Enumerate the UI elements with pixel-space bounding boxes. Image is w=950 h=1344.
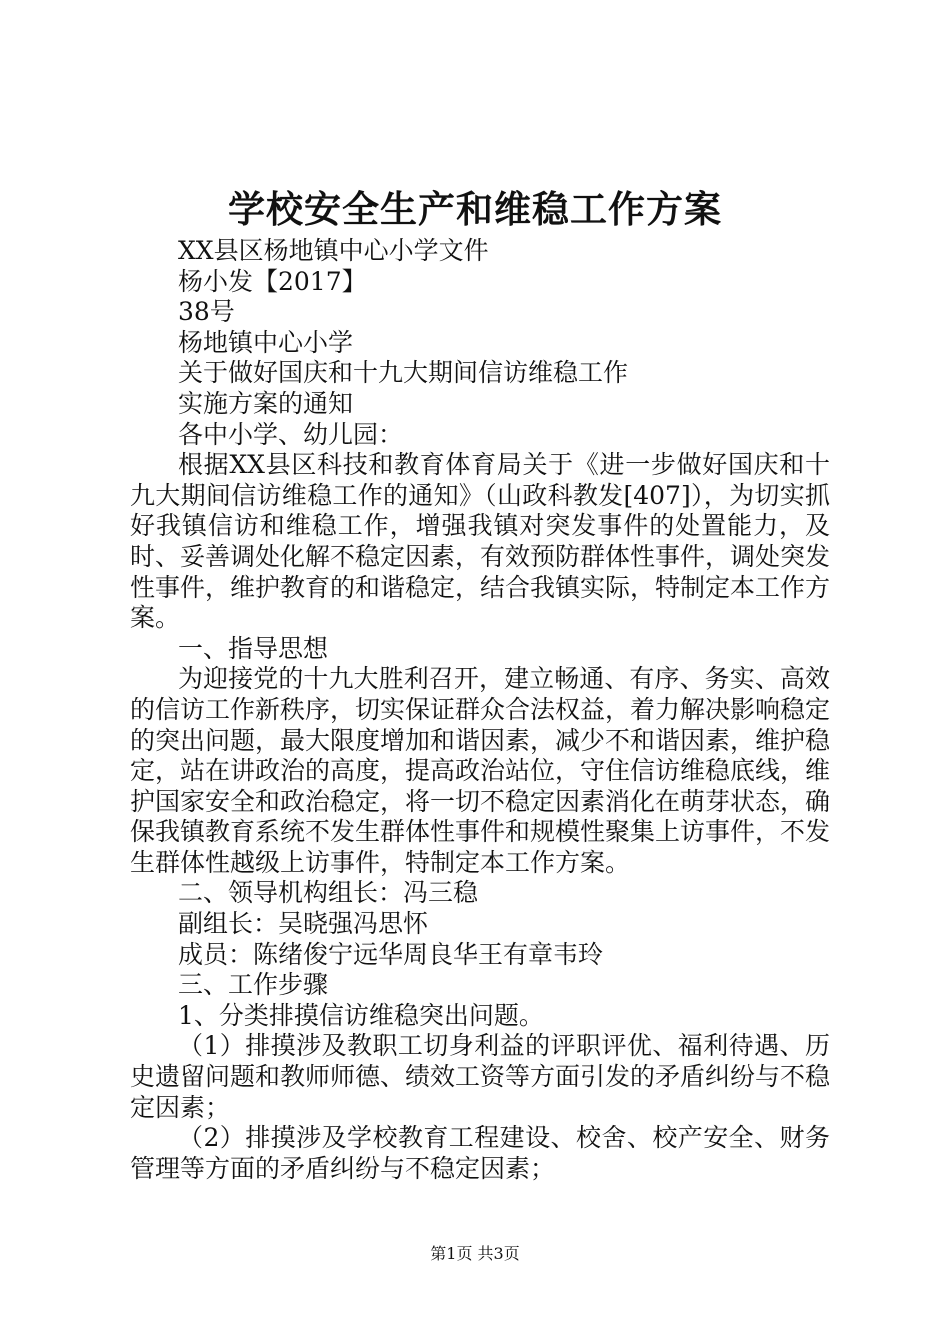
section-3-heading: 三、工作步骤 bbox=[178, 970, 329, 1000]
notice-subject-line-1: 关于做好国庆和十九大期间信访维稳工作 bbox=[178, 358, 629, 388]
section-2-heading: 二、领导机构组长：冯三稳 bbox=[178, 878, 479, 908]
intro-paragraph: 根据XX县区科技和教育体育局关于《进一步做好国庆和十九大期间信访维稳工作的通知》（山政科教发[407]），为切实抓好我镇信访和维稳工作，增强我镇对突发事件的处置能力，及时、妥善调处化解不稳定因素，有效预防群体性事件，调处突发性事件，维护教育的和谐稳定，结合我镇实际，特制定本工作方案。 bbox=[130, 450, 831, 633]
school-name-line: 杨地镇中心小学 bbox=[178, 327, 354, 357]
addressee-line: 各中小学、幼儿园： bbox=[178, 419, 404, 449]
section-1-heading: 一、指导思想 bbox=[178, 633, 329, 663]
step-1-line: 1、分类排摸信访维稳突出问题。 bbox=[178, 1000, 544, 1030]
notice-subject-line-2: 实施方案的通知 bbox=[178, 388, 354, 418]
document-number-suffix: 38号 bbox=[178, 297, 235, 327]
members-line: 成员：陈绪俊宁远华周良华王有章韦玲 bbox=[178, 939, 604, 969]
section-1-paragraph: 为迎接党的十九大胜利召开，建立畅通、有序、务实、高效的信访工作新秩序，切实保证群众合法权益，着力解决影响稳定的突出问题，最大限度增加和谐因素，减少不和谐因素，维护稳定，站在讲政治的高度，提高政治站位，守住信访维稳底线，维护国家安全和政治稳定，将一切不稳定因素消化在萌芽状态，确保我镇教育系统不发生群体性事件和规模性聚集上访事件，不发生群体性越级上访事件，特制定本工作方案。 bbox=[130, 664, 831, 877]
document-title: 学校安全生产和维稳工作方案 bbox=[228, 187, 722, 231]
deputy-leaders-line: 副组长：吴晓强冯思怀 bbox=[178, 909, 429, 939]
issuer-line: XX县区杨地镇中心小学文件 bbox=[178, 236, 489, 265]
document-number-line: 杨小发【2017】 bbox=[178, 266, 367, 296]
document-body bbox=[130, 236, 830, 1184]
step-1-item-1: （1）排摸涉及教职工切身利益的评职评优、福利待遇、历史遗留问题和教师师德、绩效工资等方面引发的矛盾纠纷与不稳定因素； bbox=[130, 1031, 831, 1122]
step-1-item-2: （2）排摸涉及学校教育工程建设、校舍、校产安全、财务管理等方面的矛盾纠纷与不稳定因素； bbox=[130, 1123, 830, 1183]
page-footer: 第1页 共3页 bbox=[430, 1244, 520, 1263]
